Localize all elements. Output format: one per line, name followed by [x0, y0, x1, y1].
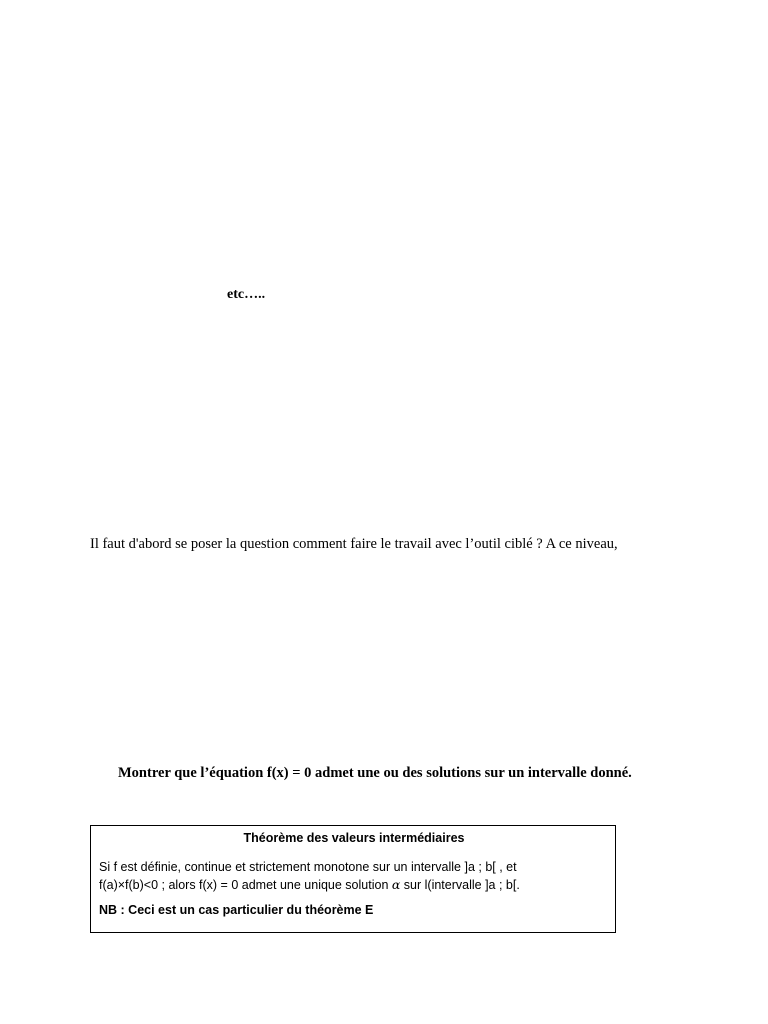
- theorem-line-2-end: sur l(intervalle ]a ; b[.: [400, 878, 520, 892]
- theorem-line-1: Si f est définie, continue et strictement monotone sur un intervalle ]a ; b[ , et: [99, 860, 517, 874]
- theorem-note: NB : Ceci est un cas particulier du théorème E: [99, 903, 374, 917]
- theorem-line-2-start: f(a)×f(b)<0 ; alors f(x) = 0 admet une unique solution: [99, 878, 392, 892]
- etc-text: etc…..: [227, 287, 266, 302]
- theorem-statement: [99, 858, 520, 894]
- theorem-title: Théorème des valeurs intermédiaires: [243, 831, 465, 845]
- intro-paragraph: Il faut d'abord se poser la question comment faire le travail avec l’outil ciblé ? A ce niveau,: [90, 536, 618, 552]
- alpha-symbol: α: [391, 877, 401, 892]
- theorem-line-2: [99, 876, 520, 894]
- task-heading: Montrer que l’équation f(x) = 0 admet une ou des solutions sur un intervalle donné.: [118, 765, 632, 781]
- theorem-box: [90, 825, 616, 933]
